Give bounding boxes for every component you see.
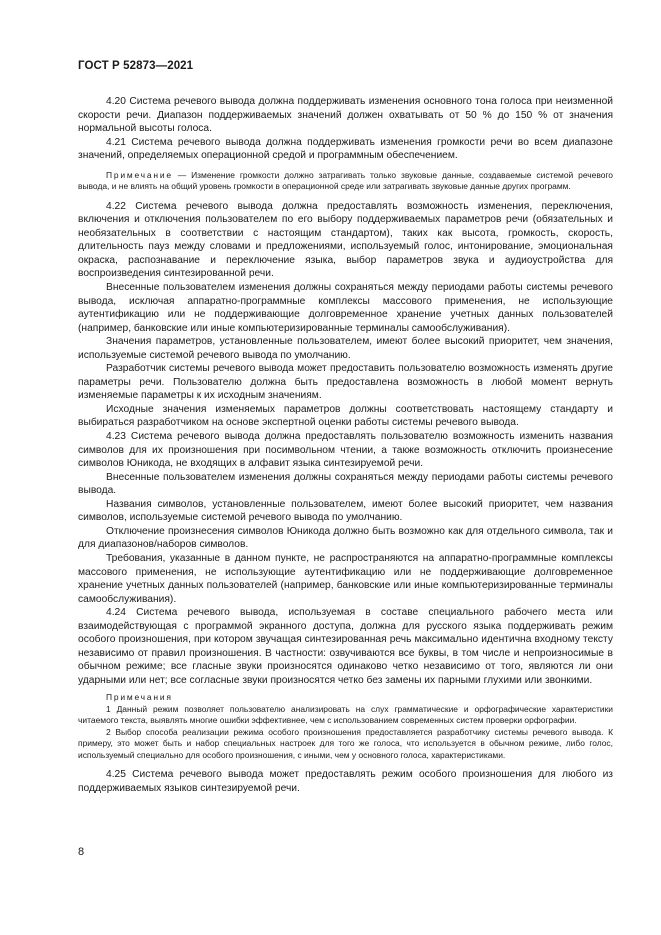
- note-paragraph: [78, 170, 613, 193]
- paragraph-4-20: 4.20 Система речевого вывода должна поддерживать изменения основного тона голоса при неизменной скорости речи. Диапазон поддерживаемых значений должен охватывать от 50 % до 150 % от значения нормальной высоты голоса.: [78, 96, 613, 135]
- paragraph-4-23-priority: Названия символов, установленные пользователем, имеют более высокий приоритет, чем названия символов, используемые системой речевого вывода по умолчанию.: [78, 498, 613, 524]
- paragraph-4-25: 4.25 Система речевого вывода может предоставлять режим особого произношения для любого из поддерживаемых языков синтезируемой речи.: [78, 769, 613, 794]
- document-body: [78, 95, 613, 796]
- paragraph-4-22-storage: Внесенные пользователем изменения должны сохраняться между периодами работы системы речевого вывода, исключая аппаратно-программные комплексы массового применения, не использующие аутентификацию или не поддерживающие долговременное хранение учетных данных пользователей (например, банковские или иные компьютеризированные терминалы самообслуживания).: [78, 282, 613, 334]
- paragraph-4-22-priority: Значения параметров, установленные пользователем, имеют более высокий приоритет, чем значения, используемые системой речевого вывода по умолчанию.: [78, 336, 613, 361]
- paragraph-4-22: 4.22 Система речевого вывода должна предоставлять возможность изменения, переключения, включения и отключения пользователем по его выбору поддерживаемых параметров речи (обязательных и необязательных в соответствии с настоящим стандартом), таких как высота, громкость, скорость, длительность пауз между словами и предложениями, используемый голос, интонирование, эмоциональная окраска, распознавание и переключение языка, выбор параметров звука и аудиоустройства для воспроизведения синтезированной речи.: [78, 200, 613, 280]
- paragraph-4-23: 4.23 Система речевого вывода должна предоставлять пользователю возможность изменить названия символов для их произношения при посимвольном чтении, а также возможность отключить произнесение символов Юникода, не входящих в алфавит языка синтезируемой речи.: [78, 431, 613, 470]
- note-2: 2 Выбор способа реализации режима особого произношения предоставляется разработчику системы речевого вывода. К примеру, это может быть и набор специальных настроек для того же голоса, что используется в обычном режиме, либо голос, используемый специально для особого произношения, с иными, чем у основного голоса, характеристиками.: [78, 726, 613, 760]
- paragraph-4-23-storage: Внесенные пользователем изменения должны сохраняться между периодами работы системы речевого вывода.: [78, 471, 613, 497]
- paragraph-4-22-developer: Разработчик системы речевого вывода может предоставить пользователю возможность изменять другие параметры речи. Пользователю должна быть предоставлена возможность в любой момент вернуть изменяемые параметры к их исходным значениям.: [78, 363, 613, 402]
- paragraph-4-24: 4.24 Система речевого вывода, используемая в составе специального рабочего места или взаимодействующая с программой экранного доступа, должна для русского языка поддерживать режим особого произношения, при котором звучащая синтезированная речь максимально идентична входному тексту независимо от правил произношения. В частности: озвучиваются все буквы, в том числе и непроизносимые в обычном режиме; все гласные звуки произносятся одинаково четко независимо от того, являются ли они ударными или нет; все согласные звуки произносятся четко без замены их парными глухими или звонкими.: [78, 607, 613, 686]
- notes-title: Примечания: [106, 692, 173, 703]
- note-1: 1 Данный режим позволяет пользователю анализировать на слух грамматические и орфографические характеристики читаемого текста, выявлять многие ошибки эффективнее, чем с использованием современных систем проверки орфографии.: [78, 703, 613, 726]
- paragraph-4-23-unicode: Отключение произнесения символов Юникода должно быть возможно как для отдельного символа, так и для диапазонов/наборов символов.: [78, 525, 613, 551]
- note-text: — Изменение громкости должно затрагивать только звуковые данные, создаваемые системой речевого вывода, и не влиять на общий уровень громкости в операционной среде или затрагивать звуковые данные других программ.: [78, 169, 613, 192]
- paragraph-4-23-exceptions: Требования, указанные в данном пункте, не распространяются на аппаратно-программные комплексы массового применения, не использующие аутентификацию или не поддерживающие долговременное хранение учетных данных пользователей (например, банковские или иные компьютеризированные терминалы самообслуживания).: [78, 552, 613, 605]
- note-label: Примечание: [106, 169, 173, 180]
- standard-header: ГОСТ Р 52873—2021: [78, 60, 194, 72]
- paragraph-4-22-defaults: Исходные значения изменяемых параметров должны соответствовать настоящему стандарту и выбираться разработчиком на основе экспертной оценки работы системы речевого вывода.: [78, 403, 613, 429]
- page-number: 8: [78, 846, 85, 858]
- paragraph-4-21: 4.21 Система речевого вывода должна поддерживать изменения громкости речи во всем диапазоне значений, определяемых операционной средой и программным обеспечением.: [78, 136, 613, 162]
